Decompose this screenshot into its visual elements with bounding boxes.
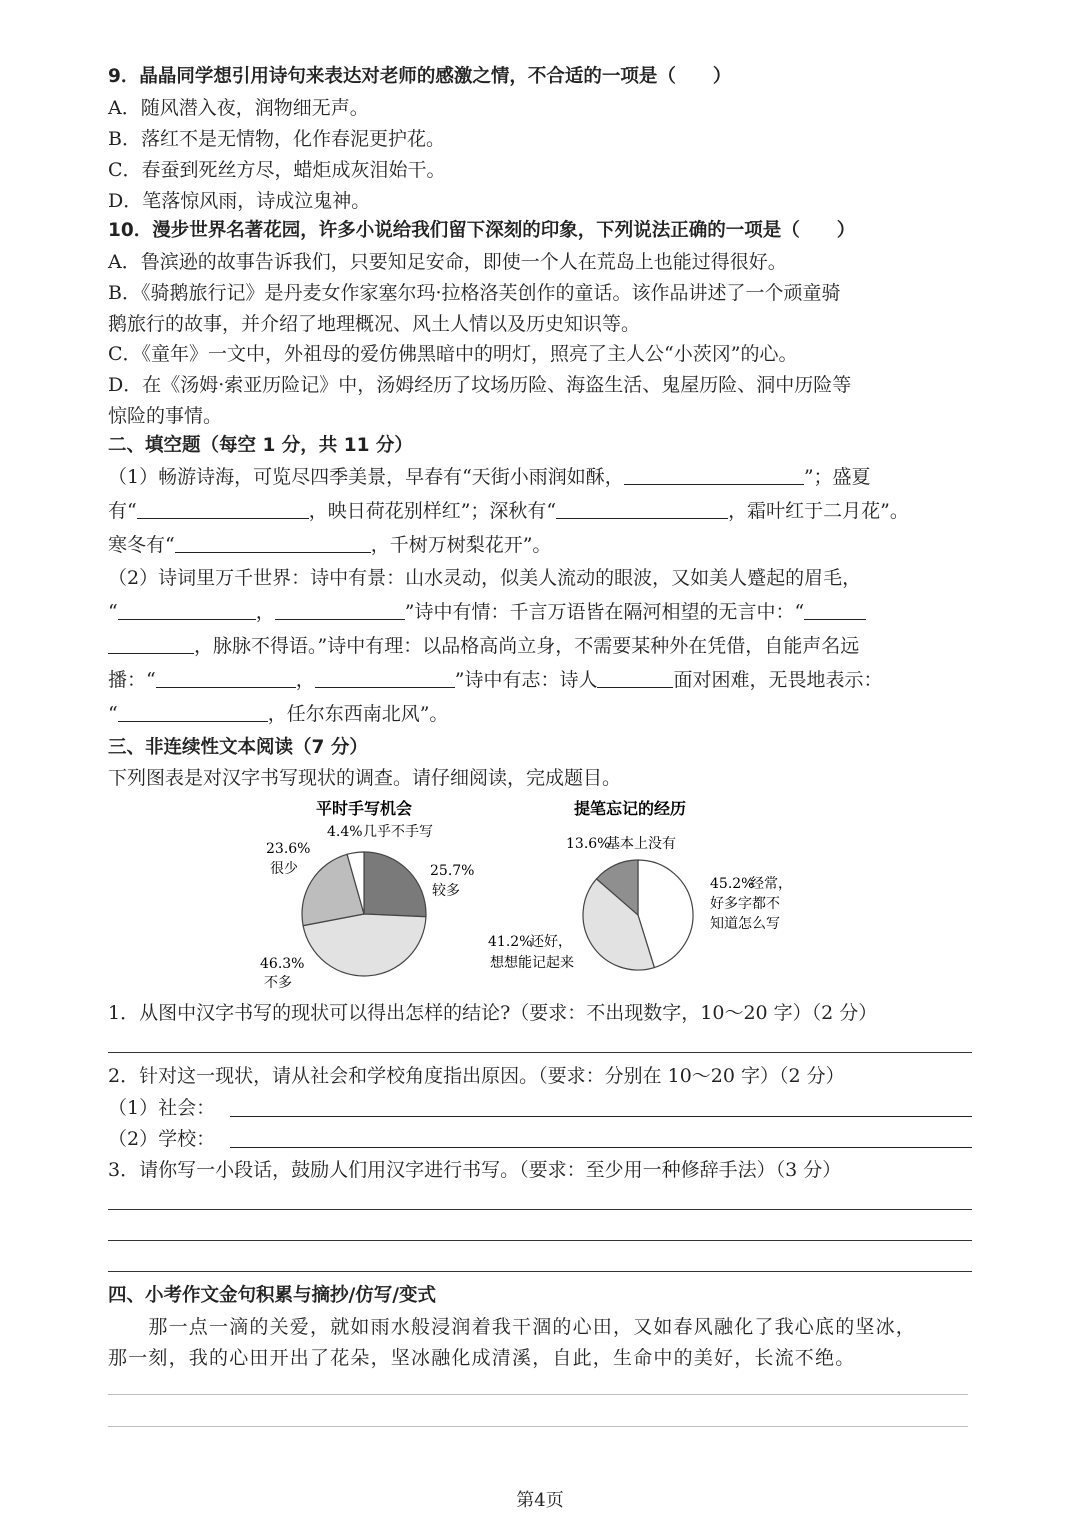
fill-line-5: “ ， ”诗中有情：千言万语皆在隔河相望的无言中：“ xyxy=(108,597,978,627)
chart2-label-ok-2: 想想能记起来 xyxy=(490,955,574,971)
q9-stem: 9．晶晶同学想引用诗句来表达对老师的感激之情，不合适的一项是（ ） xyxy=(108,66,732,87)
blank-11[interactable] xyxy=(118,701,268,722)
chart1-label-pct-more: 25.7% xyxy=(430,863,475,879)
q3-answer-line-2[interactable] xyxy=(108,1240,972,1241)
chart2-label-often-2: 好多字都不 xyxy=(710,896,780,912)
chart1-label-pct-nearly-none: 4.4% xyxy=(327,824,363,840)
blank-2[interactable] xyxy=(137,498,309,519)
fill-line-8: “ ，任尔东西南北风”。 xyxy=(108,703,449,725)
section4-title: 四、小考作文金句积累与摘抄/仿写/变式 xyxy=(108,1285,437,1306)
section3-title: 三、非连续性文本阅读（7 分） xyxy=(108,737,368,758)
pie-charts xyxy=(250,792,830,992)
chart2-label-often-1: 经常， xyxy=(750,876,792,892)
chart2-label-none: 基本上没有 xyxy=(606,836,676,852)
blank-6[interactable] xyxy=(275,599,405,620)
blank-10[interactable] xyxy=(597,667,673,688)
section3-q3: 3．请你写一小段话，鼓励人们用汉字进行书写。（要求：至少用一种修辞手法）（3 分） xyxy=(108,1159,842,1181)
blank-5[interactable] xyxy=(118,599,256,620)
blank-1[interactable] xyxy=(624,464,804,485)
q3-answer-line-3[interactable] xyxy=(108,1271,972,1272)
page-number: 第4页 xyxy=(516,1490,564,1511)
section2-title: 二、填空题（每空 1 分，共 11 分） xyxy=(108,435,413,456)
q2-society-row: （1）社会： xyxy=(108,1093,978,1123)
chart1-label-nearly-none: 几乎不手写 xyxy=(363,824,433,840)
fill-line-4: （2）诗词里万千世界：诗中有景：山水灵动，似美人流动的眼波，又如美人蹙起的眉毛， xyxy=(108,567,862,589)
chart1-label-rarely: 很少 xyxy=(270,861,298,877)
pie-chart-1 xyxy=(302,852,426,976)
fill-line-7: 播：“ ， ”诗中有志：诗人 面对困难，无畏地表示： xyxy=(108,669,883,691)
chart1-slice-1 xyxy=(303,914,426,976)
chart1-label-pct-rarely: 23.6% xyxy=(266,841,311,857)
chart2-label-pct-often: 45.2% xyxy=(710,876,755,892)
q2-school-row: （2）学校： xyxy=(108,1124,978,1154)
section3-q2: 2．针对这一现状，请从社会和学校角度指出原因。（要求：分别在 10～20 字）（2 分） xyxy=(108,1065,845,1087)
chart2-label-often-3: 知道怎么写 xyxy=(710,916,780,932)
chart1-label-few: 不多 xyxy=(264,975,292,991)
q2-society-answer-line[interactable] xyxy=(230,1116,972,1117)
q2-school-answer-line[interactable] xyxy=(230,1147,972,1148)
blank-4[interactable] xyxy=(175,532,371,553)
q10-option-b-line2: 鹅旅行的故事，并介绍了地理概况、风土人情以及历史知识等。 xyxy=(108,313,641,335)
q9-option-d: D．笔落惊风雨，诗成泣鬼神。 xyxy=(108,190,371,212)
q10-option-d-line2: 惊险的事情。 xyxy=(108,405,223,427)
blank-9[interactable] xyxy=(315,667,455,688)
pie-chart-2 xyxy=(583,860,693,970)
chart1-label-pct-few: 46.3% xyxy=(260,956,305,972)
fill-line-2: 有“ ，映日荷花别样红”；深秋有“ ，霜叶红于二月花”。 xyxy=(108,500,909,522)
q10-stem: 10．漫步世界名著花园，许多小说给我们留下深刻的印象，下列说法正确的一项是（ ） xyxy=(108,220,856,241)
chart1-title: 平时手写机会 xyxy=(315,799,413,818)
section4-para-line2: 那一刻，我的心田开出了花朵，坚冰融化成清溪，自此，生命中的美好，长流不绝。 xyxy=(108,1347,856,1369)
q9-option-a: A．随风潜入夜，润物细无声。 xyxy=(108,97,369,119)
q9-option-b: B．落红不是无情物，化作春泥更护花。 xyxy=(108,128,445,150)
q10-option-b-line1: B．《骑鹅旅行记》是丹麦女作家塞尔玛·拉格洛芙创作的童话。该作品讲述了一个顽童骑 xyxy=(108,282,841,304)
q10-option-d-line1: D．在《汤姆·索亚历险记》中，汤姆经历了坟场历险、海盗生活、鬼屋历险、洞中历险等 xyxy=(108,374,852,396)
q10-option-c: C．《童年》一文中，外祖母的爱仿佛黑暗中的明灯，照亮了主人公“小茨冈”的心。 xyxy=(108,343,798,365)
q1-answer-line[interactable] xyxy=(108,1052,972,1053)
chart2-title: 提笔忘记的经历 xyxy=(573,799,687,818)
fill-line-1: （1）畅游诗海，可览尽四季美景，早春有“天街小雨润如酥， ”；盛夏 xyxy=(108,466,871,488)
fill-line-6: ，脉脉不得语。”诗中有理：以品格高尚立身，不需要某种外在凭借，自能声名远 xyxy=(108,631,978,661)
chart1-slice-0 xyxy=(364,852,426,917)
section4-writing-line-2[interactable] xyxy=(108,1426,968,1427)
chart2-label-pct-ok: 41.2% xyxy=(488,934,533,950)
section3-q1: 1．从图中汉字书写的现状可以得出怎样的结论?（要求：不出现数字，10～20 字）（2 分） xyxy=(108,1002,878,1024)
chart1-label-more: 较多 xyxy=(432,883,460,899)
chart2-label-ok-1: 还好， xyxy=(530,934,572,950)
section3-intro: 下列图表是对汉字书写现状的调查。请仔细阅读，完成题目。 xyxy=(108,767,622,789)
section4-para-line1: 那一点一滴的关爱，就如雨水般浸润着我干涸的心田，又如春风融化了我心底的坚冰， xyxy=(108,1316,917,1338)
fill-line-3: 寒冬有“ ，千树万树梨花开”。 xyxy=(108,534,552,556)
blank-3[interactable] xyxy=(556,498,728,519)
chart2-label-pct-none: 13.6% xyxy=(566,836,611,852)
q9-option-c: C．春蚕到死丝方尽，蜡炬成灰泪始干。 xyxy=(108,159,446,181)
q10-option-a: A．鲁滨逊的故事告诉我们，只要知足安命，即使一个人在荒岛上也能过得很好。 xyxy=(108,251,787,273)
q3-answer-line-1[interactable] xyxy=(108,1209,972,1210)
section4-writing-line-1[interactable] xyxy=(108,1394,968,1395)
blank-7b[interactable] xyxy=(108,633,194,654)
blank-8[interactable] xyxy=(156,667,296,688)
blank-7a[interactable] xyxy=(804,599,866,620)
